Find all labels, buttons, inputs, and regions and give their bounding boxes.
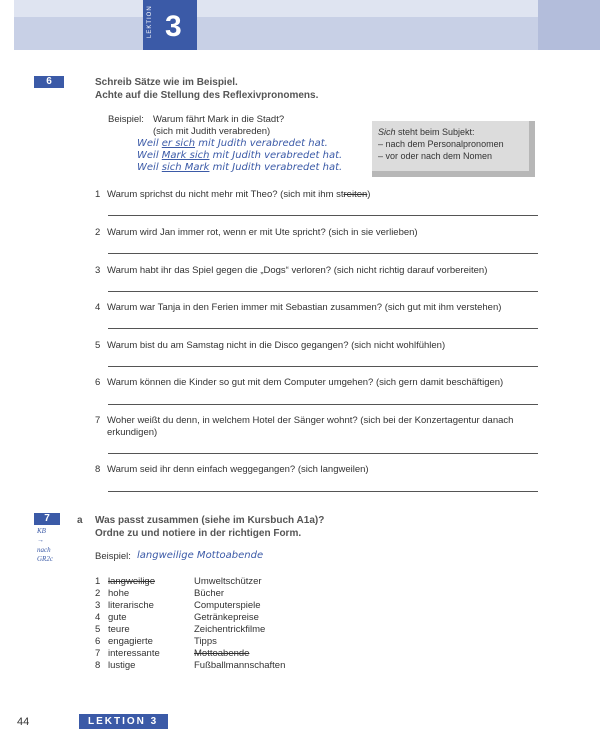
- answer-line-4[interactable]: [108, 328, 538, 329]
- answer-line-7[interactable]: [108, 453, 538, 454]
- exercise-7-badge: 7: [34, 513, 60, 525]
- question-4: 4 Warum war Tanja in den Ferien immer mit Sebastian zusammen? (sich gut mit ihm verstehen): [95, 302, 502, 313]
- example-answer-3: Weil sich Mark mit Judith verabredet hat.: [137, 162, 343, 173]
- side-code-nach: nach: [37, 546, 51, 554]
- match-adj-4: gute: [108, 612, 127, 623]
- lektion-vertical-label: LEKTION: [147, 5, 153, 38]
- match-noun-2: Bücher: [194, 588, 225, 599]
- question-1: 1 Warum sprichst du nicht mehr mit Theo? (sich mit ihm streiten): [95, 189, 371, 200]
- exercise-6-instruction-1: Schreib Sätze wie im Beispiel.: [95, 77, 238, 88]
- side-code-gr2c: GR2c: [37, 555, 53, 563]
- side-code-arrow: →: [37, 536, 44, 544]
- example-question: Warum fährt Mark in die Stadt?: [153, 114, 285, 125]
- match-noun-1: Umweltschützer: [194, 576, 262, 587]
- match-adj-8: lustige: [108, 660, 136, 671]
- header-strip: [14, 0, 600, 17]
- grammar-hint-box: [372, 121, 535, 177]
- question-5: 5 Warum bist du am Samstag nicht in die Disco gegangen? (sich nicht wohlfühlen): [95, 340, 446, 351]
- exercise-7-example-answer: langweilige Mottoabende: [137, 550, 264, 561]
- match-num-8: 8: [95, 660, 101, 671]
- match-num-1: 1: [95, 576, 101, 587]
- match-noun-4: Getränkepreise: [194, 612, 259, 623]
- match-adj-5: teure: [108, 624, 130, 635]
- exercise-7-example-label: Beispiel:: [95, 551, 131, 562]
- match-noun-7: Mottoabende: [194, 648, 250, 659]
- exercise-7-part-a: a: [77, 515, 83, 526]
- header-band: [14, 0, 600, 50]
- hint-line-3: – vor oder nach dem Nomen: [378, 151, 493, 161]
- side-code-kb: KB: [37, 527, 46, 535]
- example-answer-1: Weil er sich mit Judith verabredet hat.: [137, 138, 328, 149]
- header-right-block: [538, 0, 600, 50]
- match-num-3: 3: [95, 600, 101, 611]
- match-noun-6: Tipps: [194, 636, 217, 647]
- match-num-4: 4: [95, 612, 101, 623]
- answer-line-3[interactable]: [108, 291, 538, 292]
- answer-line-5[interactable]: [108, 366, 538, 367]
- lektion-tab: [143, 0, 197, 50]
- answer-line-6[interactable]: [108, 404, 538, 405]
- match-num-6: 6: [95, 636, 101, 647]
- match-num-7: 7: [95, 648, 101, 659]
- exercise-6-badge: 6: [34, 76, 64, 88]
- exercise-7-instruction-1: Was passt zusammen (siehe im Kursbuch A1a)?: [95, 515, 325, 526]
- question-6: 6 Warum können die Kinder so gut mit dem Computer umgehen? (sich gern damit beschäftigen): [95, 377, 504, 388]
- footer-lektion-label: LEKTION 3: [79, 714, 168, 729]
- example-label: Beispiel:: [108, 114, 144, 125]
- match-noun-3: Computerspiele: [194, 600, 261, 611]
- match-noun-8: Fußballmannschaften: [194, 660, 286, 671]
- question-7-continuation: erkundigen): [107, 427, 158, 438]
- match-noun-5: Zeichentrickfilme: [194, 624, 266, 635]
- match-adj-1: langweilige: [108, 576, 156, 587]
- example-answer-2: Weil Mark sich mit Judith verabredet hat.: [137, 150, 343, 161]
- question-7: 7 Woher weißt du denn, in welchem Hotel der Sänger wohnt? (sich bei der Konzertagentur danach: [95, 415, 514, 426]
- answer-line-1[interactable]: [108, 215, 538, 216]
- hint-line-1: Sich steht beim Subjekt:: [378, 127, 475, 137]
- question-8: 8 Warum seid ihr denn einfach weggegangen? (sich langweilen): [95, 464, 369, 475]
- match-adj-3: literarische: [108, 600, 154, 611]
- match-adj-2: hohe: [108, 588, 130, 599]
- match-adj-7: interessante: [108, 648, 160, 659]
- match-num-5: 5: [95, 624, 101, 635]
- page-number: 44: [17, 716, 30, 728]
- exercise-7-instruction-2: Ordne zu und notiere in der richtigen Form.: [95, 528, 302, 539]
- lektion-number: 3: [165, 10, 182, 43]
- question-2: 2 Warum wird Jan immer rot, wenn er mit Ute spricht? (sich in sie verlieben): [95, 227, 418, 238]
- question-3: 3 Warum habt ihr das Spiel gegen die „Dogs“ verloren? (sich nicht richtig darauf vorbereiten): [95, 265, 488, 276]
- match-num-2: 2: [95, 588, 101, 599]
- answer-line-2[interactable]: [108, 253, 538, 254]
- answer-line-8[interactable]: [108, 491, 538, 492]
- example-hint: (sich mit Judith verabreden): [153, 126, 271, 137]
- hint-line-2: – nach dem Personalpronomen: [378, 139, 504, 149]
- exercise-6-instruction-2: Achte auf die Stellung des Reflexivpronomens.: [95, 90, 319, 101]
- match-adj-6: engagierte: [108, 636, 153, 647]
